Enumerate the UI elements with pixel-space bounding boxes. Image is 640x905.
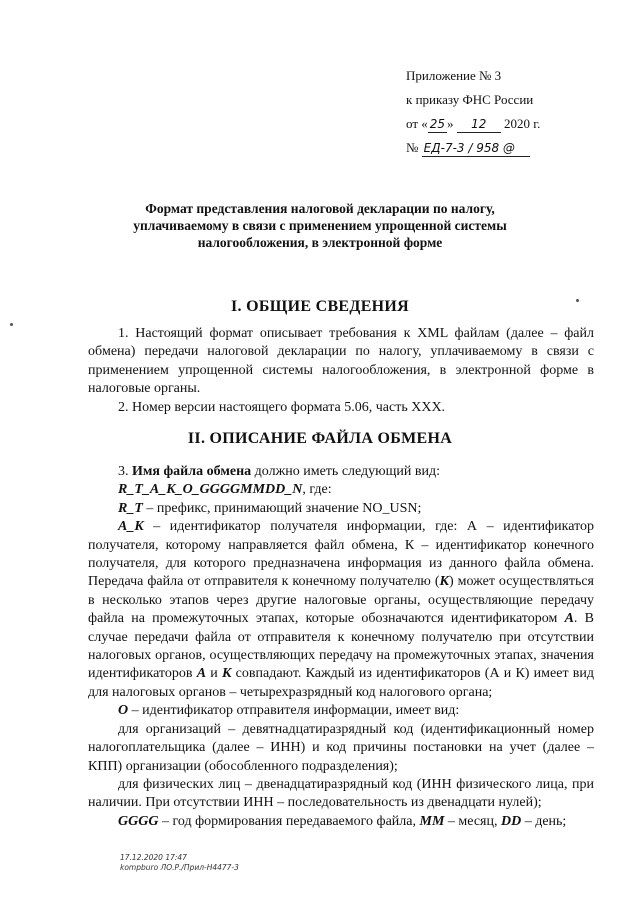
definition-text: – месяц, [444,813,501,829]
code-dd: DD [500,813,522,829]
date-year: 2020 г. [504,116,541,131]
footer-file-ref: kompburo ЛО.Р./Прил-Н4477-3 [120,863,239,872]
paragraph-number: 3. [118,464,129,479]
definition-text: – год формирования передаваемого файла, [158,813,420,829]
title-line: Формат представления налоговой декларации по налогу, [145,201,495,216]
title-line: налогообложения, в электронной форме [197,235,443,250]
paragraph-3 [88,463,594,481]
definition-text: совпадают. Каждый из идентификаторов (А и К) имеет вид для налоговых органов – четырехразрядный код налогового органа; [88,666,595,700]
handwritten-day: 25 [429,117,446,131]
code-k: К [221,666,232,682]
pattern-code: R_T_A_K_O_GGGGMMDD_N [118,482,303,498]
footer-stamp [120,853,239,873]
definition-individuals: для физических лиц – двенадцатиразрядный код (ИНН физического лица, при наличии. При отсутствии ИНН – последовательность из двенадцати нулей); [88,776,594,811]
section-heading-exchange-file: II. ОПИСАНИЕ ФАЙЛА ОБМЕНА [187,430,453,447]
code-a: А [196,666,207,682]
definition-rt [88,500,594,518]
definition-o [88,702,594,720]
code-o: O [118,703,129,719]
definition-text: . В случае передачи файла от отправителя к конечному получателю при отсутствии налоговых органов, осуществляющих передачу на промежуточных этапах, значения идентификаторов [88,611,594,682]
paragraph-2: 2. Номер версии настоящего формата 5.06, часть XXX. [118,399,446,415]
term-exchange-file-name: Имя файла обмена [132,464,252,479]
definition-ak [88,518,594,702]
code-k: К [439,574,450,590]
scan-speck [10,323,13,326]
order-date: от « 25 » 12 2020 г. [406,116,541,131]
appendix-label: Приложение № 3 [406,68,502,83]
paragraph-1: 1. Настоящий формат описывает требования к XML файлам (далее – файл обмена) передачи налоговой декларации по налогу, уплачиваемому в связи с применением упрощенной системы налогообложения, в электронной форме в налоговые органы. [88,326,594,397]
document-title [110,200,530,251]
order-reference: к приказу ФНС России [406,92,534,107]
code-ak: A_K [118,519,144,535]
date-prefix: от [406,116,419,131]
definition-text: – день; [521,813,567,829]
paragraph-text: должно иметь следующий вид: [254,464,441,479]
scan-speck [576,299,579,302]
definition-text: ) может осуществляться в несколько этапов через другие налоговые органы, осуществляющие передачу файла на промежуточных этапах, которые обозначаются идентификатором [88,574,594,627]
section-heading-general: I. ОБЩИЕ СВЕДЕНИЯ [230,298,410,315]
definition-text: и [206,666,222,682]
section-general-body [88,325,594,417]
order-number [406,136,606,160]
pattern-suffix: , где: [302,482,332,498]
file-name-pattern [88,481,594,499]
code-gggg: GGGG [118,813,159,829]
footer-timestamp: 17.12.2020 17:47 [120,853,187,862]
handwritten-number: ЕД-7-3 / 958 @ [422,141,530,157]
section-exchange-body [88,463,594,831]
code-rt: R_T [118,500,143,516]
definition-text: – идентификатор получателя информации, где: А – идентификатор получателя, которому направляется файл обмена, К – идентификатор конечного получателя, для которого предназначена информация из данного файла обмена. Передача файла от отправителя к конечному получателю ( [88,519,594,590]
approval-block [406,64,606,160]
definition-date [88,813,594,831]
title-line: уплачиваемому в связи с применением упрощенной системы [133,218,507,233]
code-a: А [564,611,574,627]
definition-text: – идентификатор отправителя информации, имеет вид: [131,703,460,719]
handwritten-month: 12 [457,117,501,133]
code-mm: MM [419,813,445,829]
definition-text: – префикс, принимающий значение NO_USN; [146,500,422,516]
definition-organizations: для организаций – девятнадцатиразрядный код (идентификационный номер налогоплательщика (далее – ИНН) и код причины постановки на учет (далее – КПП) организации (обособленного подразделения); [88,721,594,774]
number-prefix: № [406,140,419,155]
